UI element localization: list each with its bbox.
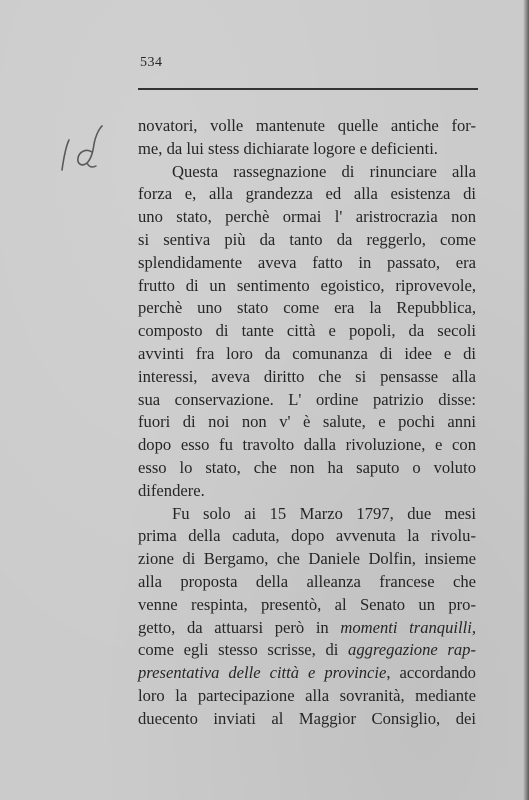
text-segment: come egli stesso scrisse, di	[138, 640, 349, 660]
page-edge-shadow	[523, 0, 529, 800]
text-segment: avvinti fra loro da comunanza di idee e di	[138, 343, 476, 363]
text-segment: prima della caduta, dopo avvenuta la rivolu-	[138, 526, 476, 546]
text-segment: Fu solo ai 15 Marzo 1797, due mesi	[172, 503, 476, 523]
text-segment: uno stato, perchè ormai l' aristrocrazia non	[138, 207, 476, 227]
text-segment: interessi, aveva diritto che si pensasse alla	[138, 366, 476, 386]
text-segment: Questa rassegnazione di rinunciare alla	[172, 161, 476, 181]
text-segment: perchè uno stato come era la Repubblica,	[138, 298, 476, 318]
text-line	[138, 115, 476, 138]
text-segment: alla proposta della alleanza francese che	[138, 571, 476, 591]
text-line	[138, 366, 476, 389]
text-segment: , accordando	[386, 663, 476, 683]
text-line	[138, 662, 476, 685]
text-segment: venne respinta, presentò, al Senato un pro-	[138, 594, 476, 614]
text-line	[138, 275, 476, 298]
text-segment: fuori di noi non v' è salute, e pochi anni	[138, 412, 476, 432]
text-line	[138, 411, 476, 434]
text-line	[138, 617, 476, 640]
text-segment: duecento inviati al Maggior Consiglio, dei	[138, 708, 476, 728]
text-segment: difendere.	[138, 480, 205, 500]
text-segment: esso lo stato, che non ha saputo o voluto	[138, 457, 476, 477]
handwritten-margin-annotation	[52, 118, 112, 178]
text-line	[138, 525, 476, 548]
text-line	[138, 480, 476, 503]
text-line	[138, 639, 476, 662]
text-segment: composto di tante città e popoli, da secoli	[138, 321, 476, 341]
text-line	[138, 594, 476, 617]
text-line	[138, 252, 476, 275]
text-segment: ,	[471, 617, 477, 637]
text-line	[138, 571, 476, 594]
text-segment: getto, da attuarsi però in	[138, 617, 341, 637]
text-line	[138, 503, 476, 526]
text-segment: loro la partecipazione alla sovranità, mediante	[138, 685, 476, 705]
italic-text: momenti tranquilli	[340, 617, 472, 637]
italic-text: aggregazione rap-	[348, 640, 476, 660]
text-segment: frutto di un sentimento egoistico, riprovevole,	[138, 275, 476, 295]
text-segment: zione di Bergamo, che Daniele Dolfin, insieme	[138, 549, 476, 569]
text-line	[138, 708, 476, 731]
text-line	[138, 161, 476, 184]
text-line	[138, 343, 476, 366]
text-segment: forza e, alla grandezza ed alla esistenza di	[138, 184, 476, 204]
italic-text: presentativa delle città e provincie	[138, 663, 387, 683]
text-line	[138, 457, 476, 480]
page-number: 534	[140, 55, 163, 70]
text-line	[138, 138, 476, 161]
header-rule	[138, 88, 478, 90]
text-line	[138, 548, 476, 571]
text-segment: novatori, volle mantenute quelle antiche for-	[138, 116, 476, 135]
text-line	[138, 183, 476, 206]
text-segment: si sentiva più da tanto da reggerlo, come	[138, 229, 476, 249]
text-segment: dopo esso fu travolto dalla rivoluzione, e con	[138, 435, 476, 455]
text-line	[138, 320, 476, 343]
text-line	[138, 229, 476, 252]
text-line	[138, 206, 476, 229]
text-segment: splendidamente aveva fatto in passato, era	[138, 252, 476, 272]
text-line	[138, 685, 476, 708]
body-text	[138, 115, 476, 731]
text-line	[138, 297, 476, 320]
text-segment: me, da lui stess dichiarate logore e deficienti.	[138, 138, 438, 158]
text-segment: sua conservazione. L' ordine patrizio disse:	[138, 389, 476, 409]
text-line	[138, 389, 476, 412]
text-line	[138, 434, 476, 457]
